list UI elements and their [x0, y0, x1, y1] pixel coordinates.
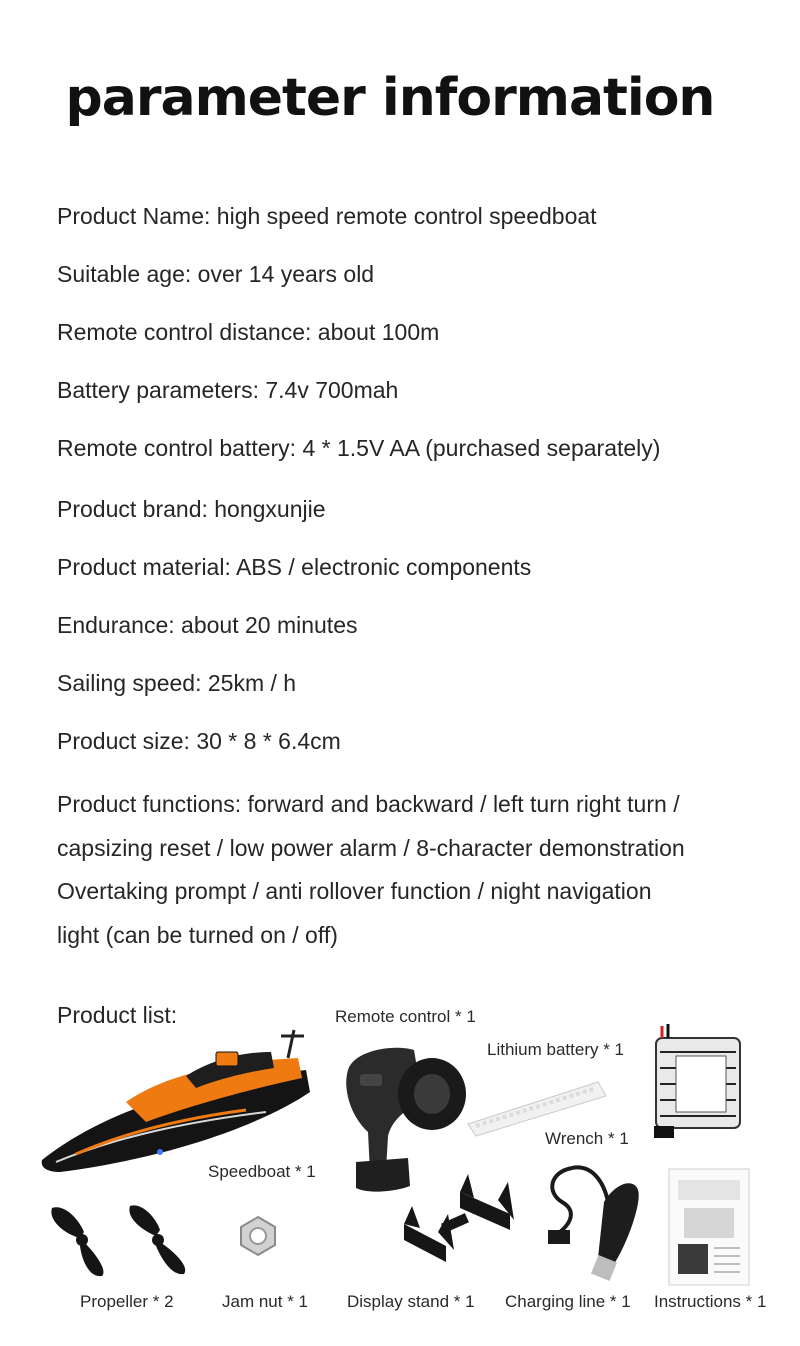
remote-caption: Remote control * 1: [335, 1007, 476, 1026]
spec-remote-distance: Remote control distance: about 100m: [57, 319, 440, 345]
spec-product-name: Product Name: high speed remote control speedboat: [57, 203, 597, 229]
charging-cable-photo: [542, 1162, 644, 1286]
display-stand-photo: [398, 1170, 522, 1266]
spec-product-size: Product size: 30 * 8 * 6.4cm: [57, 728, 341, 754]
propeller-caption: Propeller * 2: [80, 1292, 174, 1311]
wrench-caption: Wrench * 1: [545, 1129, 629, 1148]
product-list-title: Product list:: [57, 1002, 178, 1028]
spec-sailing-speed: Sailing speed: 25km / h: [57, 670, 297, 696]
display-stand-caption: Display stand * 1: [347, 1292, 475, 1311]
spec-product-brand: Product brand: hongxunjie: [57, 496, 326, 522]
spec-suitable-age: Suitable age: over 14 years old: [57, 261, 375, 287]
instructions-caption: Instructions * 1: [654, 1292, 767, 1311]
spec-endurance: Endurance: about 20 minutes: [57, 612, 358, 638]
spec-product-material: Product material: ABS / electronic components: [57, 554, 532, 580]
instruction-manual-photo: [668, 1168, 750, 1286]
charging-line-caption: Charging line * 1: [505, 1292, 631, 1311]
speedboat-caption: Speedboat * 1: [208, 1162, 316, 1181]
jam-nut-photo: [236, 1214, 280, 1258]
functions-line: capsizing reset / low power alarm / 8-character demonstration: [57, 834, 685, 861]
spec-battery-parameters: Battery parameters: 7.4v 700mah: [57, 377, 399, 403]
functions-line: Overtaking prompt / anti rollover function / night navigation: [57, 878, 652, 904]
page-title: parameter information: [65, 68, 715, 128]
functions-line: light (can be turned on / off): [57, 921, 338, 948]
lithium-battery-photo: [652, 1022, 744, 1142]
speedboat-photo: [36, 1022, 316, 1174]
jam-nut-caption: Jam nut * 1: [222, 1292, 308, 1311]
spec-remote-battery: Remote control battery: 4 * 1.5V AA (purchased separately): [57, 435, 661, 461]
battery-caption: Lithium battery * 1: [487, 1040, 625, 1059]
product-functions: [57, 783, 777, 957]
functions-line: Product functions: forward and backward / left turn right turn /: [57, 791, 680, 817]
propeller-photo: [44, 1200, 204, 1280]
